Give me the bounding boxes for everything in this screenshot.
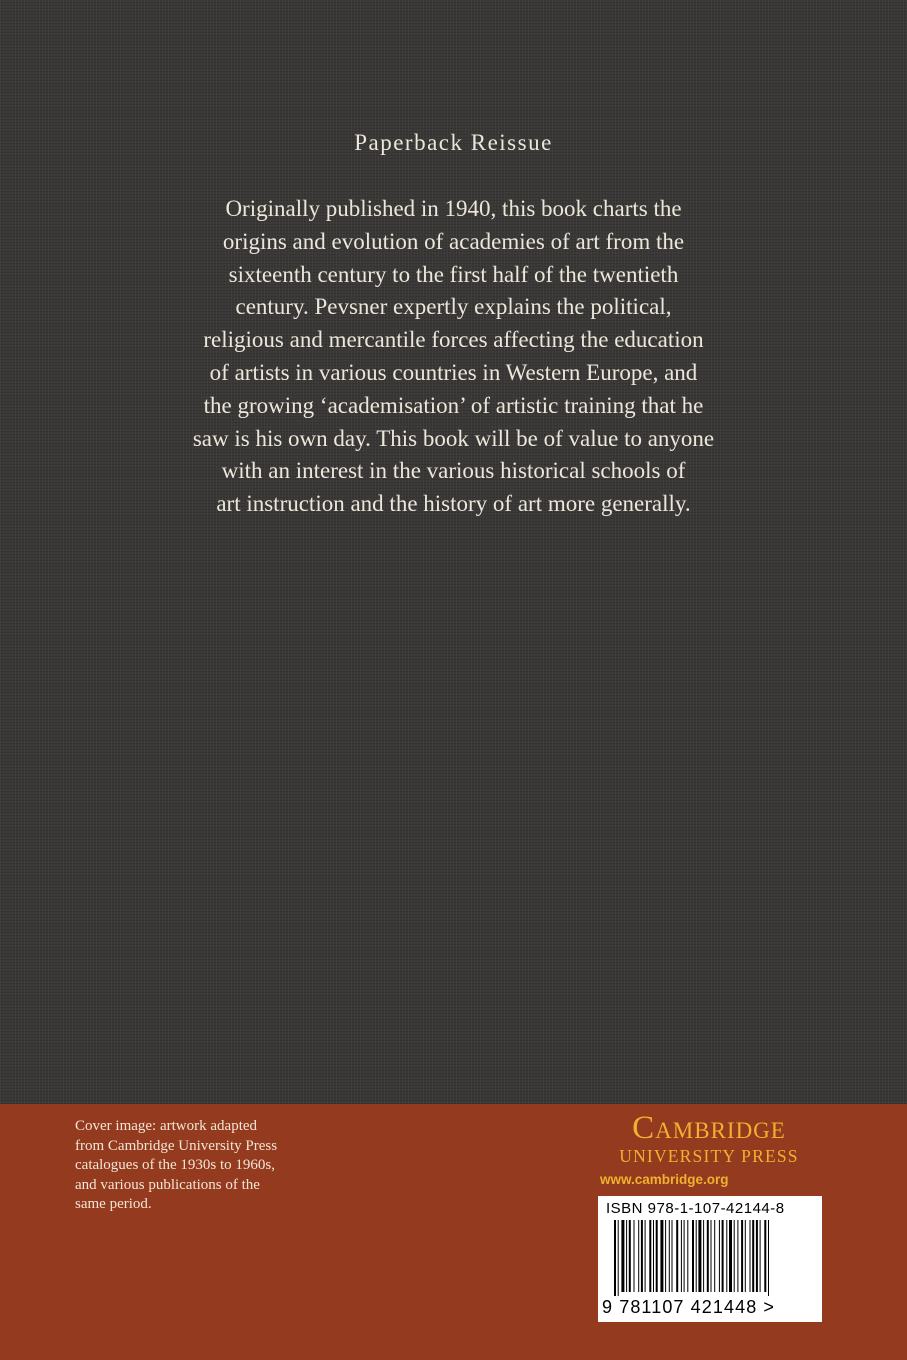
isbn-label: ISBN 978-1-107-42144-8 [606,1200,785,1217]
credit-line: Cover image: artwork adapted [75,1118,258,1134]
barcode-bar [687,1220,688,1292]
publisher-logo-name: Cambridge [632,1110,786,1146]
barcode-bar [656,1220,658,1292]
blurb-line: of artists in various countries in Western Europe, and [209,359,698,385]
barcode-bar [684,1220,685,1292]
barcode-bar [660,1220,663,1292]
barcode-bar [711,1220,712,1292]
barcode-digits: 9 781107 421448 > [602,1297,776,1317]
blurb-line: Originally published in 1940, this book charts the [225,196,682,221]
credit-line: and various publications of the [75,1176,260,1193]
barcode-bar [726,1220,727,1292]
barcode-panel [598,1196,822,1322]
barcode-bar [768,1220,769,1296]
blurb-line: sixteenth century to the first half of the twentieth [228,261,679,287]
blurb-line: art instruction and the history of art more generally. [216,491,691,517]
blurb-line: the growing ‘academisation’ of artistic training that he [203,392,704,418]
barcode-bar [672,1220,673,1292]
barcode-bar [676,1220,678,1292]
blurb-line: saw is his own day. This book will be of value to anyone [192,425,715,451]
barcode-bar [614,1220,616,1296]
blurb-line: century. Pevsner expertly explains the political, [235,294,672,320]
cover-image-credit [75,1117,335,1215]
barcode-bar [707,1220,709,1292]
barcode-bar [745,1220,746,1292]
barcode-bar [734,1220,735,1292]
barcode-bar [764,1220,766,1292]
series-label: Paperback Reissue [354,130,553,155]
barcode-bar [621,1220,624,1292]
barcode-icon [604,1220,816,1298]
blurb-line: origins and evolution of academies of art from the [222,228,685,254]
barcode-bar [665,1220,666,1292]
barcode-bar [641,1220,643,1292]
barcode-bar [626,1220,627,1292]
barcode-bar [741,1220,743,1292]
blurb [160,193,747,521]
barcode-bar [756,1220,758,1292]
barcode-bar [722,1220,724,1292]
barcode-bar [719,1220,720,1292]
barcode-bar [669,1220,670,1292]
credit-line: catalogues of the 1930s to 1960s, [75,1157,275,1173]
barcode-bar [750,1220,751,1292]
barcode-bar [645,1220,646,1292]
barcode-bar [649,1220,651,1292]
barcode-bar [653,1220,654,1292]
barcode-bar [692,1220,694,1292]
credit-line: from Cambridge University Press [75,1137,278,1154]
publisher-logo-subtitle: UNIVERSITY PRESS [619,1146,799,1166]
barcode-bar [638,1220,639,1292]
barcode-bar [629,1220,631,1292]
barcode-bar [681,1220,682,1292]
barcode-bar [760,1220,761,1292]
blurb-line: religious and mercantile forces affecting the education [203,327,704,353]
barcode-bar [714,1220,715,1292]
credit-line: same period. [75,1196,152,1212]
barcode-bar [618,1220,619,1296]
blurb-line: with an interest in the various historical schools of [221,458,686,484]
barcode-bar [634,1220,635,1292]
barcode-bar [698,1220,701,1292]
barcode-bar [703,1220,704,1292]
barcode-bar [737,1220,738,1292]
barcode-bar [696,1220,697,1292]
barcode-bar [729,1220,732,1292]
barcode-bar [752,1220,754,1292]
publisher-url: www.cambridge.org [600,1172,729,1187]
